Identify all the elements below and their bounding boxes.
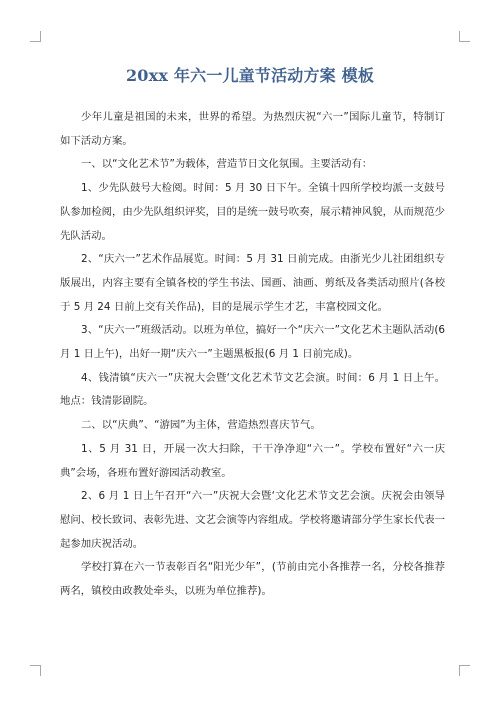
document-body [60, 106, 445, 604]
paragraph-item-2-1: 1、5 月 31 日，开展一次大扫除，干干净净迎“六一”。学校布置好“六一庆典”会场，各班布置好游园活动教室。 [60, 442, 445, 479]
crop-mark-top-right [459, 31, 470, 42]
paragraph-closing: 学校打算在六一节表彰百名“阳光少年”，(节前由完小各推荐一名，分校各推荐两名，镇校由政教处牵头，以班为单位推荐)。 [60, 561, 445, 598]
paragraph-section-1-heading: 一、以“文化艺术节”为载体，营造节日文化氛围。主要活动有： [81, 158, 373, 171]
crop-mark-top-left [30, 31, 41, 42]
crop-mark-bottom-left [30, 665, 41, 676]
paragraph-item-2-2: 2、6 月 1 日上午召开“六一”庆祝大会暨‘文化艺术节文艺会演。庆祝会由领导慰问、校长致词、表彰先进、文艺会演等内容组成。学校将邀请部分学生家长代表一起参加庆祝活动。 [60, 490, 445, 550]
paragraph-item-1-1: 1、少先队鼓号大检阅。时间：5 月 30 日下午。全镇十四所学校均派一支鼓号队参加检阅，由少先队组织评奖，目的是统一鼓号吹奏，展示精神风貌，从而规范少先队活动。 [60, 182, 445, 242]
paragraph-intro: 少年儿童是祖国的未来，世界的希望。为热烈庆祝“六一”国际儿童节，特制订如下活动方案。 [60, 111, 445, 147]
document-title: 20xx 年六一儿童节活动方案 模板 [125, 66, 375, 85]
paragraph-section-2-heading: 二、以“庆典”、“游园”为主体，营造热烈喜庆节气。 [81, 419, 321, 432]
crop-mark-bottom-right [459, 665, 470, 676]
paragraph-item-1-4: 4、钱清镇“庆六一”庆祝大会暨‘文化艺术节文艺会演。时间：6 月 1 日上午。地点：钱清影剧院。 [60, 371, 445, 408]
paragraph-item-1-3: 3、“庆六一”班级活动。以班为单位，搞好一个“庆六一”文化艺术主题队活动(6 月 1 日上午)，出好一期“庆六一”主题黑板报(6 月 1 日前完成)。 [60, 324, 445, 361]
paragraph-item-1-2: 2、“庆六一”艺术作品展览。时间：5 月 31 日前完成。由浙光少儿社团组织专版展出，内容主要有全镇各校的学生书法、国画、油画、剪纸及各类活动照片(各校于 5 月 24 日前上交有关作品)，目的是展示学生才艺，丰富校园文化。 [60, 253, 445, 313]
